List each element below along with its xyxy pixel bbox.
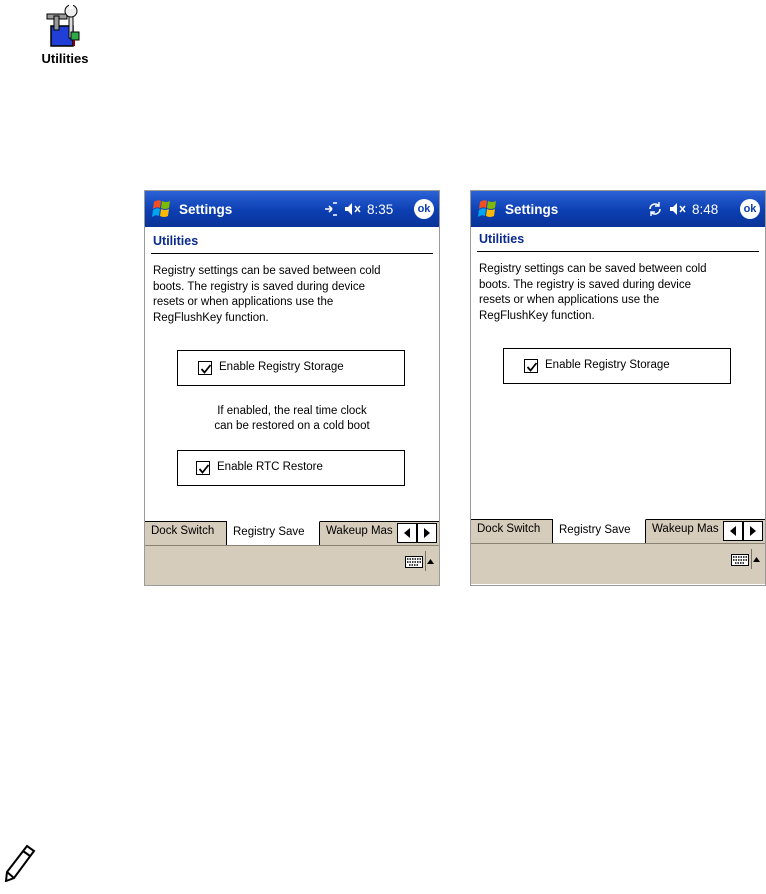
menu-separator bbox=[425, 551, 426, 571]
tab-registry-save[interactable]: Registry Save bbox=[227, 521, 320, 545]
menu-bar bbox=[471, 543, 765, 584]
registry-storage-option[interactable] bbox=[177, 350, 405, 386]
clock-time[interactable]: 8:35 bbox=[367, 202, 394, 217]
clock-time[interactable]: 8:48 bbox=[692, 202, 719, 217]
window-title: Settings bbox=[179, 202, 233, 217]
registry-storage-checkbox[interactable] bbox=[524, 359, 538, 373]
speaker-icon[interactable] bbox=[669, 202, 687, 216]
heading-divider bbox=[151, 253, 433, 254]
tab-wakeup-mask[interactable]: Wakeup Mas bbox=[326, 525, 393, 537]
rtc-restore-label: Enable RTC Restore bbox=[217, 461, 323, 473]
tab-strip bbox=[471, 519, 765, 543]
tab-wakeup-mask[interactable]: Wakeup Mas bbox=[652, 523, 719, 535]
tab-scroll-arrows bbox=[723, 521, 763, 541]
registry-storage-label: Enable Registry Storage bbox=[219, 361, 344, 373]
settings-screen-1 bbox=[144, 190, 440, 586]
sync-icon[interactable] bbox=[647, 201, 663, 217]
settings-screen-2 bbox=[470, 190, 766, 586]
connectivity-icon[interactable] bbox=[323, 201, 339, 217]
utilities-label: Utilities bbox=[41, 51, 89, 66]
menu-separator bbox=[751, 549, 752, 569]
heading-divider bbox=[477, 251, 759, 252]
arrow-left-icon bbox=[729, 526, 737, 536]
rtc-restore-option[interactable] bbox=[177, 450, 405, 486]
utilities-icon bbox=[45, 4, 85, 50]
keyboard-icon[interactable] bbox=[731, 554, 749, 566]
ok-button[interactable]: ok bbox=[414, 199, 434, 219]
checkmark-icon bbox=[197, 462, 211, 476]
tab-scroll-left[interactable] bbox=[723, 521, 743, 541]
page-heading: Utilities bbox=[153, 234, 199, 248]
ok-button[interactable]: ok bbox=[740, 199, 760, 219]
registry-storage-label: Enable Registry Storage bbox=[545, 359, 670, 371]
title-bar bbox=[471, 191, 765, 227]
rtc-note-text: If enabled, the real time clock can be restored on a cold boot bbox=[214, 405, 370, 432]
registry-storage-option[interactable] bbox=[503, 348, 731, 384]
tab-dock-switch[interactable]: Dock Switch bbox=[145, 521, 227, 545]
menu-bar bbox=[145, 545, 439, 586]
tab-scroll-left[interactable] bbox=[397, 523, 417, 543]
registry-storage-checkbox[interactable] bbox=[198, 361, 212, 375]
checkmark-icon bbox=[525, 360, 539, 374]
keyboard-icon[interactable] bbox=[405, 556, 423, 568]
window-title: Settings bbox=[505, 202, 559, 217]
title-bar bbox=[145, 191, 439, 227]
description-text: Registry settings can be saved between cold boots. The registry is saved during device resets or when applications use the RegFlushKey function. bbox=[479, 263, 707, 322]
tab-dock-switch[interactable]: Dock Switch bbox=[471, 519, 553, 543]
page-heading: Utilities bbox=[479, 232, 525, 246]
start-menu-icon[interactable] bbox=[150, 198, 174, 220]
tab-scroll-right[interactable] bbox=[743, 521, 763, 541]
arrow-right-icon bbox=[423, 528, 431, 538]
start-menu-icon[interactable] bbox=[476, 198, 500, 220]
checkmark-icon bbox=[199, 362, 213, 376]
arrow-right-icon bbox=[749, 526, 757, 536]
rtc-restore-checkbox[interactable] bbox=[196, 461, 210, 475]
speaker-icon[interactable] bbox=[344, 202, 362, 216]
tab-registry-save[interactable]: Registry Save bbox=[553, 519, 646, 543]
tab-scroll-right[interactable] bbox=[417, 523, 437, 543]
input-menu-arrow-icon[interactable] bbox=[427, 559, 434, 564]
tab-strip bbox=[145, 521, 439, 545]
description-text: Registry settings can be saved between cold boots. The registry is saved during device resets or when applications use the RegFlushKey function. bbox=[153, 265, 381, 324]
utilities-app-icon[interactable] bbox=[32, 4, 98, 76]
tab-scroll-arrows bbox=[397, 523, 437, 543]
arrow-left-icon bbox=[403, 528, 411, 538]
note-pencil-icon bbox=[3, 842, 37, 882]
input-menu-arrow-icon[interactable] bbox=[753, 557, 760, 562]
